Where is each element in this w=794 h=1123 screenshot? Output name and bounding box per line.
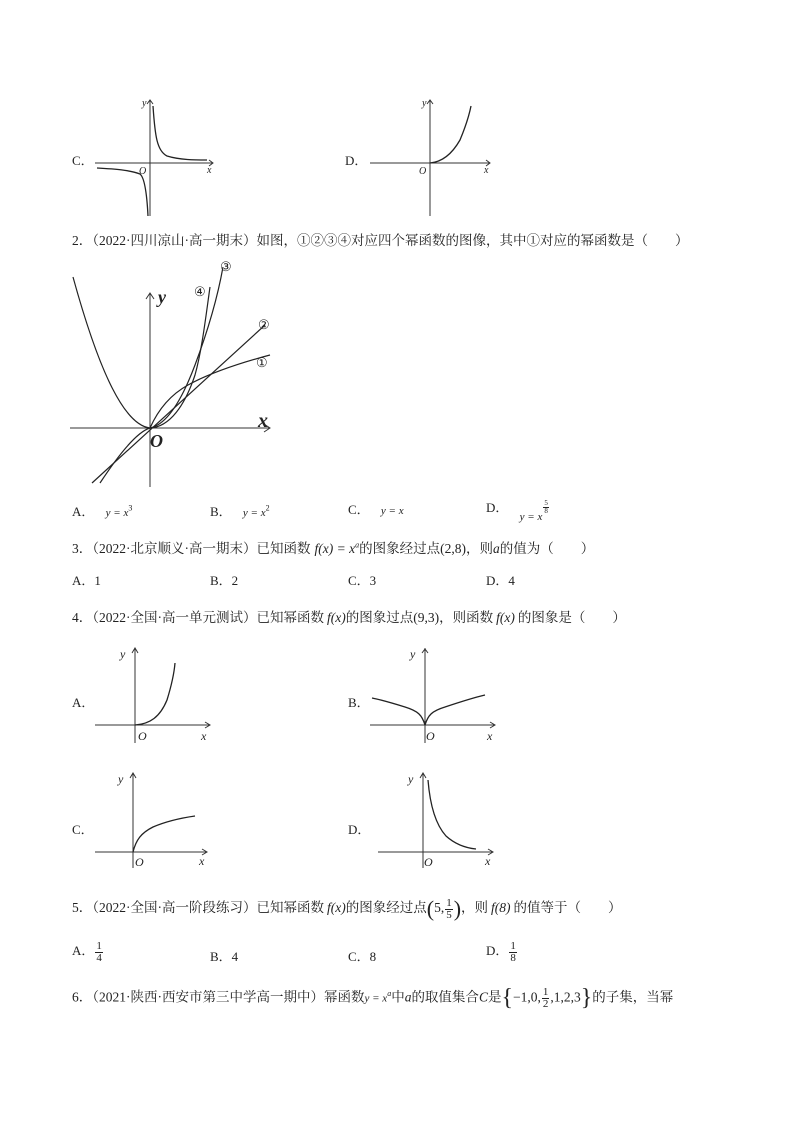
origin-label: O [138, 729, 147, 743]
q3-option-b[interactable]: B．2 [210, 573, 239, 588]
q5-option-c[interactable]: C．8 [348, 949, 377, 964]
q5-option-a[interactable]: A． $\frac{1}{4}$ [72, 939, 102, 964]
q4-option-a-graph [95, 645, 220, 745]
q4-option-c-graph [95, 770, 220, 870]
axis-x-label: x [487, 729, 493, 743]
curve-label-4: ④ [194, 284, 206, 299]
q4-option-a-label[interactable]: A． [72, 695, 95, 710]
axis-x-label: x [485, 854, 491, 868]
origin-label: O [139, 166, 147, 177]
axis-y-label: y [120, 647, 126, 661]
q2-power-function-graph [70, 255, 285, 490]
axis-y-label: y [422, 98, 427, 109]
q4-question-text: 4．（2022·全国·高一单元测试）已知幂函数 f(x)的图象过点(9,3)，则函数 f(x) 的图象是（ ） [72, 610, 626, 625]
q4-option-d-label[interactable]: D． [348, 822, 371, 837]
axis-y-label: y [118, 772, 124, 786]
q3-option-c[interactable]: C．3 [348, 573, 377, 588]
q1-option-d-label[interactable]: D． [345, 153, 368, 168]
origin-label: O [419, 166, 427, 177]
q4-option-c-label[interactable]: C． [72, 822, 94, 837]
curve-label-2: ② [258, 317, 270, 332]
axis-y-label: y [142, 98, 147, 109]
axis-x-label: x [207, 165, 212, 176]
q2-question-text: 2．（2022·四川凉山·高一期末）如图，①②③④对应四个幂函数的图像，其中①对应的幂函数是（ ） [72, 233, 689, 248]
q1-option-c-label[interactable]: C． [72, 153, 94, 168]
curve-label-3: ③ [220, 259, 232, 274]
q3-option-a[interactable]: A．1 [72, 573, 101, 588]
q6-question-text: 6．（2021·陕西·西安市第三中学高一期中）幂函数$y = x^a$中a的取值集合C是{−1,0, $\frac{1}{2}$ ,1,2,3}的子集，当幂 [72, 985, 674, 1011]
origin-label: O [426, 729, 435, 743]
origin-label: O [424, 855, 433, 869]
axis-x-label: x [258, 410, 268, 432]
q1-option-d-graph [370, 96, 500, 221]
q2-option-c[interactable]: C． y = x [348, 502, 404, 517]
q4-option-d-graph [378, 770, 503, 870]
axis-x-label: x [484, 165, 489, 176]
axis-x-label: x [199, 854, 205, 868]
q2-option-d[interactable]: D． $_{y = x}$ $\frac{5}{8}$ [486, 498, 548, 523]
axis-x-label: x [201, 729, 207, 743]
q4-option-b-graph [370, 645, 505, 745]
q4-option-b-label[interactable]: B． [348, 695, 370, 710]
q5-option-d[interactable]: D． $\frac{1}{8}$ [486, 939, 516, 964]
q3-option-d[interactable]: D．4 [486, 573, 515, 588]
q3-question-text: 3．（2022·北京顺义·高一期末）已知函数 $f(x) = x^a$的图象经过点(2,8)，则a的值为（ ） [72, 540, 595, 556]
q1-option-c-graph [95, 96, 225, 221]
q5-question-text: 5．（2022·全国·高一阶段练习）已知幂函数 f(x)的图象经过点(5, $\frac{1}{5}$ )，则 f(8) 的值等于（ ） [72, 896, 622, 921]
q2-option-b[interactable]: B． $y = x^2$ [210, 503, 270, 519]
origin-label: O [135, 855, 144, 869]
q2-option-a[interactable]: A． $y = x^3$ [72, 503, 133, 519]
origin-label: O [150, 431, 163, 451]
axis-y-label: y [410, 647, 416, 661]
axis-y-label: y [158, 287, 166, 307]
q5-option-b[interactable]: B．4 [210, 949, 239, 964]
axis-y-label: y [408, 772, 414, 786]
curve-label-1: ① [256, 355, 268, 370]
